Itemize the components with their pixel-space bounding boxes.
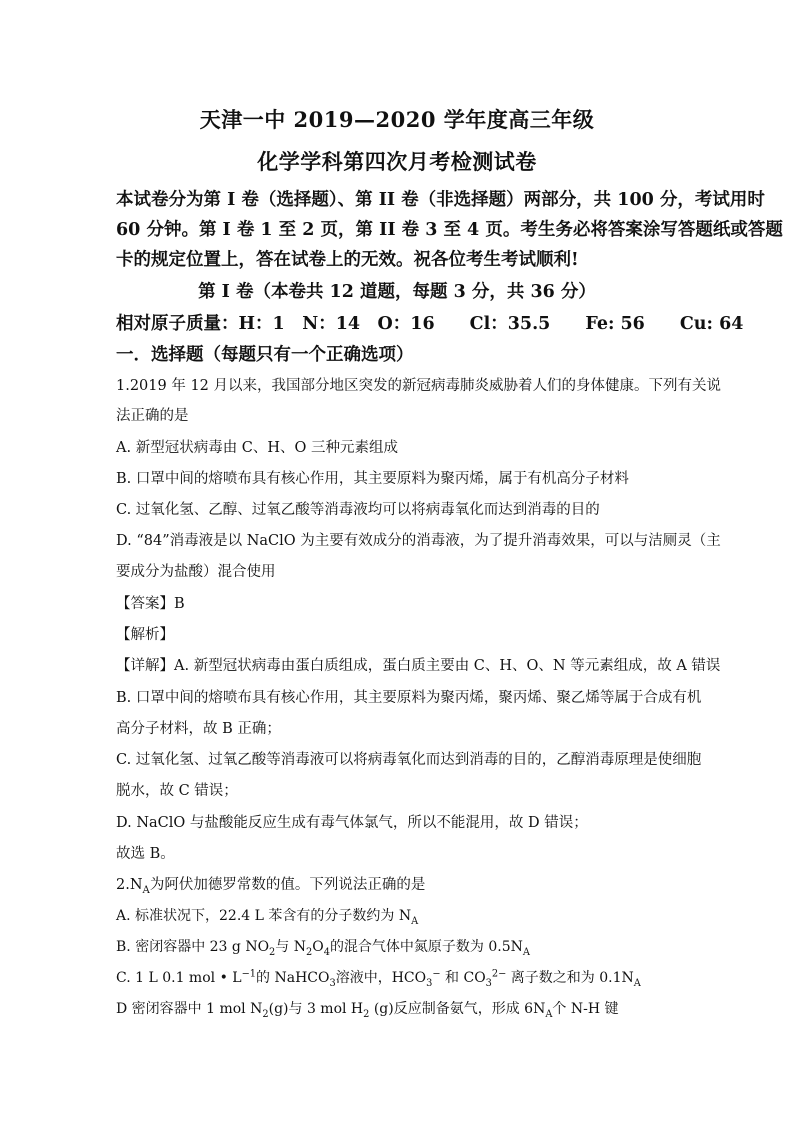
q2-d-sub1: 2 — [262, 1008, 269, 1020]
q2-option-d — [116, 998, 619, 1020]
q1-detail-line6: D. NaClO 与盐酸能反应生成有毒气体氯气，所以不能混用，故 D 错误； — [116, 815, 588, 831]
q1-analysis-label: 【解析】 — [116, 627, 174, 643]
q2-b-text2: 与 N — [275, 939, 306, 955]
q2-stem-rest: 为阿伏加德罗常数的值。下列说法正确的是 — [149, 877, 426, 893]
q2-b-text1: B. 密闭容器中 23 g NO — [116, 939, 270, 955]
q2-a-sub: A — [411, 915, 419, 927]
q2-d-text1: D 密闭容器中 1 mol N — [116, 1001, 263, 1017]
q1-detail-line4: C. 过氧化氢、过氧乙酸等消毒液可以将病毒氧化而达到消毒的目的，乙醇消毒原理是使细胞 — [116, 752, 702, 768]
section-heading: 一．选择题（每题只有一个正确选项） — [116, 345, 414, 365]
q2-b-sub4: A — [522, 946, 530, 958]
q1-detail-line3: 高分子材料，故 B 正确； — [116, 721, 281, 737]
q2-option-a — [116, 905, 418, 927]
q2-b-sub1: 2 — [269, 946, 276, 958]
q1-detail-line1: 【详解】A. 新型冠状病毒由蛋白质组成，蛋白质主要由 C、H、O、N 等元素组成，故 A 错误 — [116, 658, 721, 674]
q2-b-sub3: 4 — [323, 946, 330, 958]
q2-a-text: A. 标准状况下，22.4 L 苯含有的分子数约为 N — [116, 908, 412, 924]
q2-d-text2: (g)与 3 mol H — [268, 1001, 364, 1017]
exam-title-line1: 天津一中 2019—2020 学年度高三年级 — [199, 107, 595, 132]
q2-c-text3: 溶液中，HCO — [335, 970, 427, 986]
q2-d-sub2: 2 — [363, 1008, 370, 1020]
q1-stem-line1: 1.2019 年 12 月以来，我国部分地区突发的新冠病毒肺炎威胁着人们的身体健康。下列有关说 — [116, 378, 722, 394]
q2-c-text4: 和 CO — [440, 970, 486, 986]
intro-line-2: 60 分钟。第 I 卷 1 至 2 页，第 II 卷 3 至 4 页。考生务必将答案涂写答题纸或答题 — [116, 220, 783, 240]
q2-c-sub2: 3 — [426, 977, 433, 989]
q2-b-text3: O — [312, 939, 324, 955]
q2-d-text4: 个 N-H 键 — [552, 1001, 619, 1017]
q2-c-sup3: 2− — [491, 968, 507, 980]
q2-c-sub3: 3 — [485, 977, 492, 989]
q1-conclusion: 故选 B。 — [116, 846, 175, 862]
q2-c-text2: 的 NaHCO — [256, 970, 330, 986]
q2-b-sub2: 2 — [305, 946, 313, 958]
intro-line-1: 本试卷分为第 I 卷（选择题）、第 II 卷（非选择题）两部分，共 100 分，考试用时 — [116, 190, 765, 210]
q2-c-sub4: A — [633, 977, 641, 989]
q2-c-sub1: 3 — [329, 977, 336, 989]
q2-c-sup2: − — [432, 968, 441, 980]
q2-option-b — [116, 936, 530, 958]
q1-option-c: C. 过氧化氢、乙醇、过氧乙酸等消毒液均可以将病毒氧化而达到消毒的目的 — [116, 502, 600, 518]
q2-option-c — [116, 967, 641, 989]
q1-option-b: B. 口罩中间的熔喷布具有核心作用，其主要原料为聚丙烯，属于有机高分子材料 — [116, 471, 629, 487]
q1-stem-line2: 法正确的是 — [116, 408, 189, 424]
q2-c-sup1: −1 — [241, 968, 257, 980]
q1-answer: 【答案】B — [116, 596, 185, 612]
q1-detail-line2: B. 口罩中间的熔喷布具有核心作用，其主要原料为聚丙烯，聚丙烯、聚乙烯等属于合成有机 — [116, 690, 702, 706]
q2-d-text3: (g)反应制备氨气，形成 6N — [369, 1001, 546, 1017]
exam-title-line2: 化学学科第四次月考检测试卷 — [257, 149, 537, 174]
q2-stem — [116, 873, 425, 896]
q1-option-a: A. 新型冠状病毒由 C、H、O 三种元素组成 — [116, 440, 399, 456]
q2-stem-sub: A — [142, 884, 150, 896]
q2-c-text5: 离子数之和为 0.1N — [506, 970, 634, 986]
part-one-title: 第 I 卷（本卷共 12 道题，每题 3 分，共 36 分） — [198, 282, 596, 302]
intro-line-3: 卡的规定位置上，答在试卷上的无效。祝各位考生考试顺利! — [116, 250, 579, 270]
q1-option-d-line1: D. “84”消毒液是以 NaClO 为主要有效成分的消毒液，为了提升消毒效果，可以与洁厕灵（主 — [116, 533, 721, 549]
q2-d-sub3: A — [545, 1008, 553, 1020]
q2-b-text4: 的混合气体中氮原子数为 0.5N — [329, 939, 523, 955]
q1-detail-line5: 脱水，故 C 错误； — [116, 783, 238, 799]
q2-c-text1: C. 1 L 0.1 mol • L — [116, 970, 242, 986]
q1-option-d-line2: 要成分为盐酸）混合使用 — [116, 564, 276, 580]
q2-stem-prefix: 2.N — [116, 877, 143, 893]
atomic-mass-line: 相对原子质量：H：1 N：14 O：16 Cl：35.5 Fe: 56 Cu: 64 — [116, 314, 744, 334]
